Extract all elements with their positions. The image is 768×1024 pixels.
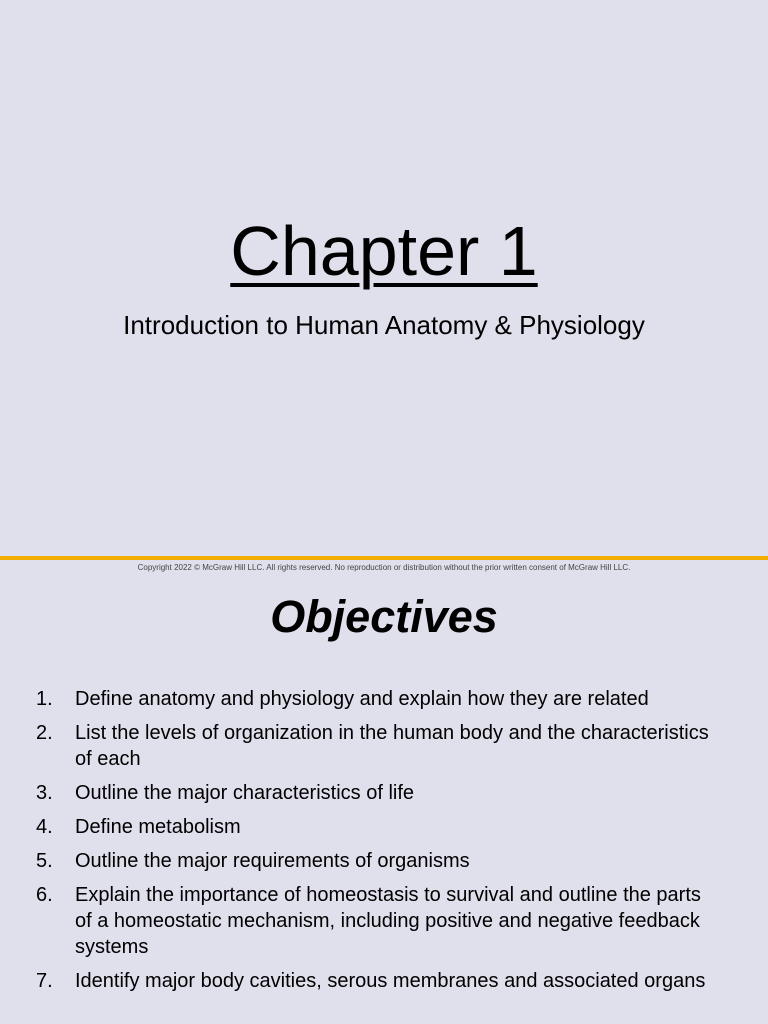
item-number: 2. (36, 722, 53, 744)
objectives-list (36, 686, 716, 1002)
list-item (36, 720, 716, 772)
chapter-title: Chapter 1 (230, 212, 538, 290)
item-text: Define metabolism (75, 816, 241, 838)
objectives-title: Objectives (270, 591, 498, 642)
item-number: 5. (36, 850, 53, 872)
list-item (36, 968, 716, 994)
item-text: Explain the importance of homeostasis to survival and outline the parts of a homeostatic mechanism, including positive and negative feedback systems (75, 884, 701, 958)
item-number: 7. (36, 970, 53, 992)
item-text: Define anatomy and physiology and explain how they are related (75, 688, 649, 710)
item-text: Identify major body cavities, serous membranes and associated organs (75, 970, 706, 992)
list-item (36, 814, 716, 840)
list-item (36, 686, 716, 712)
list-item (36, 848, 716, 874)
item-number: 4. (36, 816, 53, 838)
item-text: Outline the major characteristics of life (75, 782, 415, 804)
chapter-subtitle: Introduction to Human Anatomy & Physiology (123, 310, 645, 340)
list-item (36, 780, 716, 806)
item-number: 6. (36, 884, 53, 906)
objectives-slide (0, 560, 768, 1024)
list-item (36, 882, 716, 960)
item-number: 1. (36, 688, 53, 710)
item-text: List the levels of organization in the human body and the characteristics of each (75, 722, 709, 770)
item-text: Outline the major requirements of organisms (75, 850, 470, 872)
item-number: 3. (36, 782, 53, 804)
copyright-notice: Copyright 2022 © McGraw Hill LLC. All rights reserved. No reproduction or distribution without the prior written consent of McGraw Hill LLC. (137, 563, 631, 572)
